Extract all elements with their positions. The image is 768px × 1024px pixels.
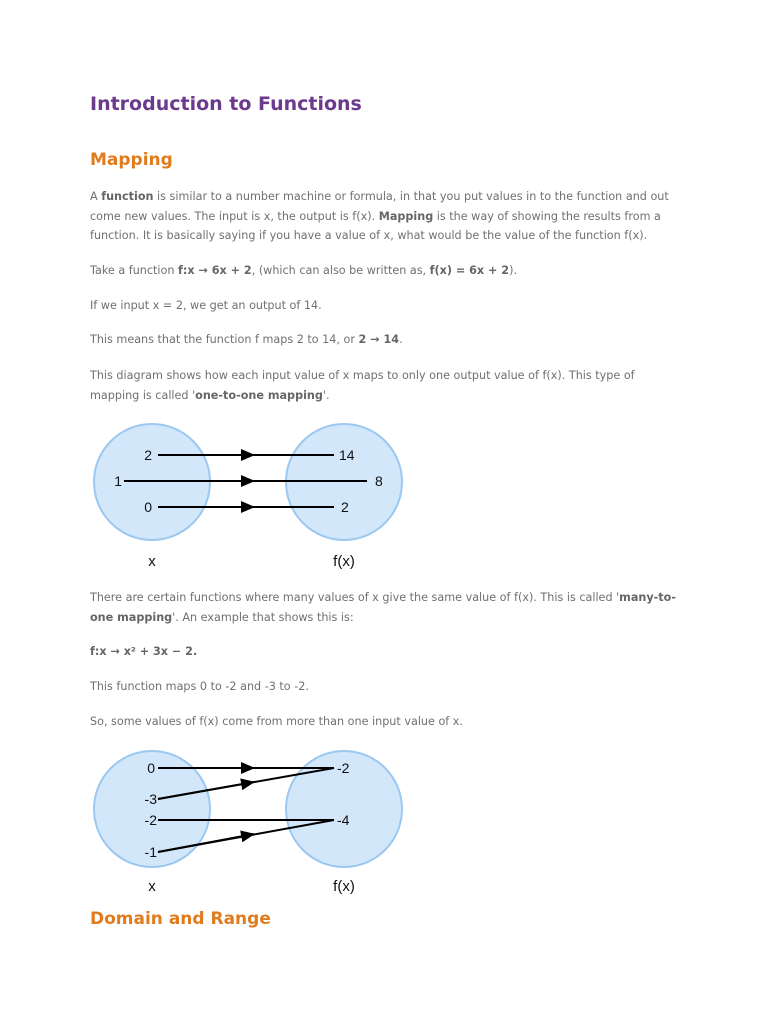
section-heading-domain-range: Domain and Range <box>90 909 271 929</box>
paragraph-input-example: If we input x = 2, we get an output of 14. <box>90 299 322 312</box>
output-label: -2 <box>337 760 350 776</box>
input-label: 2 <box>144 447 152 463</box>
input-label: 0 <box>144 499 152 515</box>
paragraph-maps-example: This means that the function f maps 2 to 14, or 2 → 14. <box>90 333 403 346</box>
term-function: function <box>101 190 154 203</box>
term-mapping: Mapping <box>378 209 434 223</box>
term-many-to-one: many-to-one mapping <box>90 591 676 624</box>
page-title: Introduction to Functions <box>90 93 362 115</box>
output-label: -4 <box>337 812 350 828</box>
paragraph-function-definition: A function is similar to a number machine or formula, in that you put values in to the function and out come new values. The input is x, the output is f(x). Mapping is the way of showing the results from a function. It is basically saying if you have a value of x, what would be the value of the function f(x). <box>90 190 669 242</box>
input-label: -1 <box>144 844 157 860</box>
input-label: -2 <box>144 812 157 828</box>
input-label: -3 <box>144 791 157 807</box>
paragraph-maps-values: This function maps 0 to -2 and -3 to -2. <box>90 680 309 693</box>
many-to-one-mapping-diagram <box>94 751 402 895</box>
x-set-label: x <box>148 878 156 895</box>
paragraph-some-values: So, some values of f(x) come from more than one input value of x. <box>90 715 463 728</box>
paragraph-example-function: Take a function f:x → 6x + 2, (which can also be written as, f(x) = 6x + 2). <box>90 264 518 277</box>
x-set-label: x <box>148 553 156 570</box>
output-label: 14 <box>339 447 355 463</box>
formula-quadratic: f:x → x² + 3x − 2. <box>90 645 198 658</box>
fx-set-label: f(x) <box>333 553 355 570</box>
paragraph-one-to-one: This diagram shows how each input value of x maps to only one output value of f(x). This type of mapping is called 'one-to-one mapping'. <box>90 369 635 402</box>
formula-arrow-notation: f:x → 6x + 2 <box>178 264 252 277</box>
formula-fx-notation: f(x) = 6x + 2 <box>429 264 510 277</box>
paragraph-many-to-one: There are certain functions where many values of x give the same value of f(x). This is called 'many-to-one mapping'. An example that shows this is: <box>90 591 676 624</box>
paragraph-quadratic-function <box>90 642 680 662</box>
diagram-1 <box>94 424 402 570</box>
output-label: 8 <box>375 473 383 489</box>
input-label: 0 <box>147 760 155 776</box>
mapping-2-to-14: 2 → 14 <box>358 333 400 346</box>
term-one-to-one: one-to-one mapping <box>195 388 323 402</box>
fx-set-label: f(x) <box>333 878 355 895</box>
section-heading-mapping: Mapping <box>90 150 173 170</box>
output-label: 2 <box>341 499 349 515</box>
input-label: 1 <box>114 473 122 489</box>
